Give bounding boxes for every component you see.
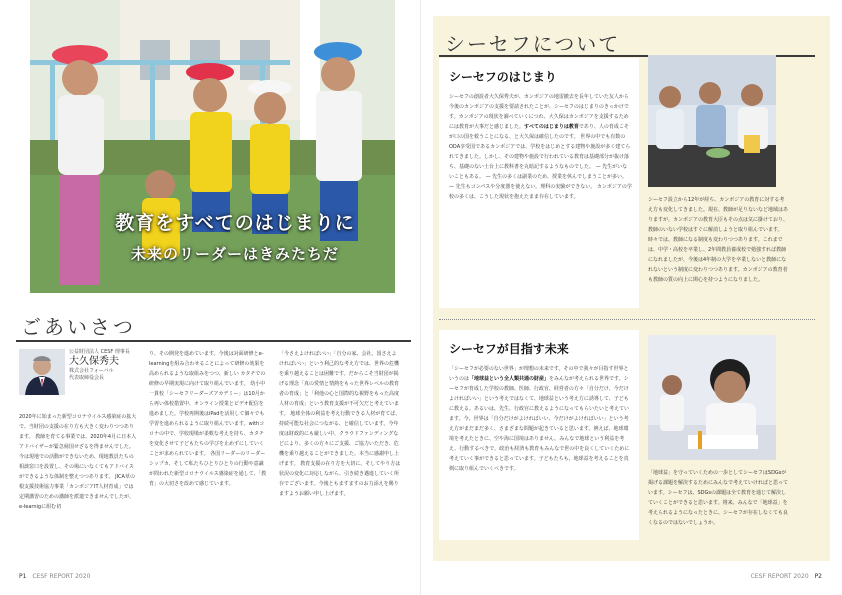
vision-text [449, 364, 632, 474]
author-org: 公益財団法人 CESF 理事長 [69, 349, 130, 355]
footer-label-left: CESF REPORT 2020 [32, 573, 91, 580]
origin-title: シーセフのはじまり [449, 70, 557, 84]
classroom-photo [648, 55, 776, 187]
origin-side-text: シーセフ設立から12年が経ち、カンボジアの教育に対する考え方も変化してきました。現在、教師が足りないなど地域はありますが、カンボジアの教育大臣もその点は気に掛けており、教師のいない学校はすぐに解消しようと取り組んでいます。時々では、教師になる制度も変わりつつあります。これまでは、中学・高校を卒業し、2年間教員養成校で勉強すれば教師になれましたが、今後は4年制の大学を卒業しないと教師になれないという制度に変わりつつあります。カンボジアの教育者も教師の質の向上に関心を持つようになりました。 [648, 197, 789, 283]
vision-title: シーセフが目指す未来 [449, 342, 569, 356]
author-role-company: 株式会社フォーバル [69, 368, 114, 374]
vision-text-b: をみんなが考えられる世界です。シーセフが育成した学校の教師、医師、行政官、経営者の方々「自分だけ、今だけよければいい」という考えではなくて、地球益という考え方に誘導して、子どもに教える。あるいは、先生、行政官に教えるようになってもらいたいと考えています。今、世界は「自分だけがよければいい、今だけがよければいい」という考え方がまだまだ多く、さまざまな問題が起きていると思います。例えば、地球環境を考えたときに、空や海に国境はありません。みんなで地球という利益を考え、行動するべきで、政治も経済も教育もみんなで世の中を良くしていくために考えていく事ができると思っています。子どもたちも、地球益を考えることを真剣に取り組んでいくべきです。 [449, 376, 630, 472]
footer-left [19, 573, 90, 580]
origin-text-a: シーセフの創設者大久保秀夫が、カンボジアの地雷撤去を長年していた友人から今後のカンボジアの支援を要請されたことが、シーセフのはじまりのきっかけです。カンボジアの現状を調べていくにつれ、大久保はカンボジアを支援するためには教育が大事だと感じました。 [449, 94, 629, 130]
origin-text-bold: すべてのはじまりは教育 [524, 124, 579, 130]
greeting-column-3: 「今さえよければいい」「自分の家、会社、国さえよければいい」という利己的な考え方では、世界の危機を乗り越えることは困難です。だからこそ当財団が掲げる理念「真の愛情と情熱をもった世界レベルの教育者の育成」と「利他の心と国際的な視野をもった高度人材の育成」という教育支援が不可欠だと考えています。 地球全体の利益を考え行動できる人材が育てば、持続可能な社会につながる、と確信しています。今年度は財政的にも厳しい中、クラウドファンディングなどにより、多くの方々にご支援、ご協力いただき、危機を乗り越えることができました。本当に感謝申し上げます。 教育支援の在り方を大切に、そしてやり方は状況の変化に対応しながら、引き続き邁進していく所存でございます。今後ともますますのお力添えを賜りますようお願い申し上げます。 [279, 351, 401, 497]
author-name: 大久保秀夫 [69, 356, 119, 367]
vision-text-a: 「シーセフが必要のない世界」が理想の未来です。その中で我々が目指す世界というのは [449, 366, 629, 382]
greeting-divider [16, 340, 411, 342]
author-text [69, 349, 149, 382]
page-number-right: P2 [814, 573, 822, 580]
greeting-heading: ごあいさつ [21, 315, 136, 339]
hero-subtitle: 未来のリーダーはきみたちだ [130, 245, 339, 263]
right-page [421, 0, 842, 595]
author-role-title: 代表取締役会長 [69, 375, 105, 381]
author-block [19, 349, 139, 395]
student-photo [648, 335, 776, 460]
footer-label-right: CESF REPORT 2020 [750, 573, 809, 580]
hero-title: 教育をすべてのはじまりに [115, 212, 355, 234]
hero-photo [30, 0, 395, 293]
vision-card [439, 330, 639, 540]
greeting-column-2: り、その開発を進めています。今後は対面研修とe-learningを組み合わせることによって研修の効果を高められるような取組みをつつ、新しい カタチでの研修の早期実現に向けて取り組んでいます。 幼小中一貫校「シーセフリーダーズアカデミー」は10月から再い体校措置中、オンライン授業とビデオ配信を進めました。学校再開後はiPadを活用して個々でも学習を進められるように取り組んでいます。withコロナの中で、学校現場が柔軟な考えを持ち、カタチを変化させて子どもたちの学びを止めずにしていくことが求められています。 各国リーダーのリーダーシップカ、そして私たちひとりひとりの行動や意識が問われた新型コロナウイルス感染症を通して、「教育」の大切さを改めて感じています。 [149, 351, 267, 487]
author-portrait [19, 349, 65, 395]
about-heading: シーセフについて [445, 32, 621, 56]
origin-text [449, 92, 632, 202]
vision-side-text: 「地球益」を守っていくための一歩としてシーセフはSDGsが掲げる課題を解決するためにみんなで考えていければと思っています。シーセフは、SDGsの課題は全て教育を通じて解決していくことができると思います。将来、みんなで「地球益」を考えられるようになったときに、シーセフが存在しなくても良くなるのではないでしょうか。 [648, 470, 789, 526]
vision-text-bold: 「地球益という全人類共通の財産」 [469, 376, 550, 382]
origin-card [439, 58, 639, 308]
origin-text-b: であり、人の育成こそが口の国を救うことになる、と大久保は確信したのです。 世界の中でも有数のODA享受国であるカンボジアでは、学校をはじめとする建物や施設が多く建てられてきました。しかし、その建物や施設で行われている教育は基礎部分が抜け落ち、基礎のない土台上に教科書を丸暗記するようなものでした。 — 先生がいないこともある。 — 先生の多くは副業のため、授業を休んでしまうことが多い。 — 先生もコンパスや分度器を使えない。理科の実験ができない。 カンボジアの学校の多くは、こうした現状を抱えたまま存在しています。 [449, 124, 632, 200]
section-separator [439, 319, 815, 320]
page-number-left: P1 [19, 573, 27, 580]
footer-right [751, 573, 822, 580]
greeting-column-1: 2020年に始まった新型コロナウイルス感染症の拡大で、当財団の支援の在り方も大きく変わりつつあります。 教師を育てる事業では、2020年4月に日本人アドバイザーが緊急帰国せざるを得ませんでした。今は現地での活動ができないため、現地教員たちの相談窓口を設置し、その場にいなくてもアドバイスができるような体制を整えつつあります。 JICA草の根支援技術協力事業「カンボジアIT人材育成」では定期講習のための講師を派遣できませんでしたが、e-learnigに組む切 [19, 414, 137, 510]
